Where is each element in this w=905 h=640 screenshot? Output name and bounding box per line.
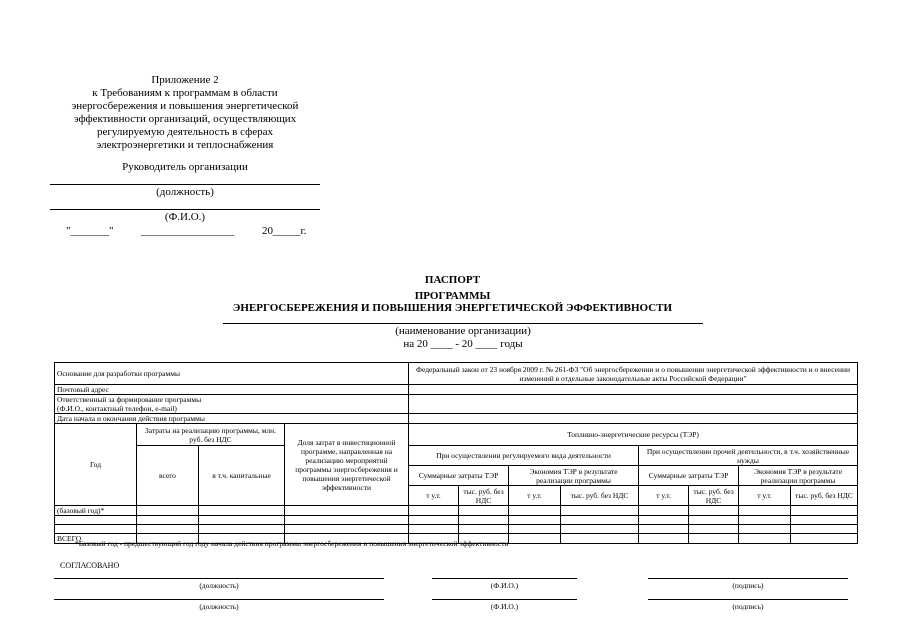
table-cell[interactable] [55,516,137,525]
table-row [55,506,858,516]
approval-fio: (Ф.И.О.) [490,581,519,590]
unit-rub: тыс. руб. без НДС [561,486,639,506]
position-label: (должность) [156,186,214,198]
years-label: на 20 ____ - 20 ____ годы [403,338,523,350]
responsible-title: Ответственный за формирование программы [57,395,202,404]
table-cell[interactable] [639,525,689,534]
table-row [55,525,858,534]
divider [432,599,577,600]
approval-signature: (подпись) [732,602,764,611]
unit-tut: т у.т. [739,486,791,506]
passport-title: ПАСПОРТ [424,274,481,286]
col-other: При осуществлении прочей деятельности, в т.ч. хозяйственные нужды [639,446,858,466]
table-cell[interactable] [791,525,858,534]
appendix-line: к Требованиям к программам в области [92,87,278,99]
basis-label: Основание для разработки программы [55,363,409,385]
org-label: (наименование организации) [395,325,531,337]
unit-tut: т у.т. [409,486,459,506]
table-cell[interactable] [639,516,689,525]
table-cell[interactable] [739,525,791,534]
table-cell[interactable] [561,516,639,525]
approval-signature: (подпись) [732,581,764,590]
fio-label: (Ф.И.О.) [164,211,206,223]
appendix-note [55,74,315,152]
head-label: Руководитель организации [122,161,248,173]
table-cell[interactable] [409,516,459,525]
col-costs: Затраты на реализацию программы, млн. руб. без НДС [137,424,285,446]
table-cell[interactable] [199,525,285,534]
col-sum-ter: Суммарные затраты ТЭР [639,466,739,486]
appendix-line: энергосбережения и повышения энергетической [71,100,299,112]
table-cell[interactable] [509,525,561,534]
table-cell[interactable] [509,506,561,516]
approval-label: СОГЛАСОВАНО [60,561,120,570]
divider [432,578,577,579]
table-cell[interactable] [689,516,739,525]
responsible-value[interactable] [409,395,858,414]
col-ter: Топливно-энергетические ресурсы (ТЭР) [409,424,858,446]
table-cell[interactable] [459,525,509,534]
divider [223,323,703,324]
program-subtitle: ЭНЕРГОСБЕРЕЖЕНИЯ И ПОВЫШЕНИЯ ЭНЕРГЕТИЧЕСКОЙ ЭФФЕКТИВНОСТИ [232,302,673,314]
table-cell[interactable] [285,516,409,525]
approval-position: (должность) [199,581,239,590]
row-total-label: ВСЕГО [55,534,137,544]
table-cell[interactable] [639,506,689,516]
divider [648,578,848,579]
table-cell[interactable] [55,525,137,534]
table-cell[interactable] [409,506,459,516]
col-economy: Экономия ТЭР в результате реализации программы [739,466,858,486]
row-base-label: (базовый год)* [55,506,137,516]
program-title: ПРОГРАММЫ [414,290,491,302]
divider [50,209,320,210]
approval-fio: (Ф.И.О.) [490,602,519,611]
table-cell[interactable] [509,516,561,525]
approval-position: (должность) [199,602,239,611]
divider [54,599,384,600]
col-share: Доля затрат в инвестиционной программе, направленная на реализацию мероприятий программы энергосбережения и повышения энергетической эффективности [285,424,409,506]
address-label: Почтовый адрес [55,385,409,395]
table-cell[interactable] [285,506,409,516]
unit-tut: т у.т. [509,486,561,506]
divider [50,184,320,185]
col-sum-ter: Суммарные затраты ТЭР [409,466,509,486]
address-value[interactable] [409,385,858,395]
table-cell[interactable] [137,506,199,516]
col-year: Год [55,424,137,506]
unit-rub: тыс. руб. без НДС [791,486,858,506]
col-total: всего [137,446,199,506]
table-cell[interactable] [137,525,199,534]
table-cell[interactable] [739,506,791,516]
table-cell[interactable] [137,516,199,525]
basis-value: Федеральный закон от 23 ноября 2009 г. № 261-ФЗ "Об энергосбережении и о повышении энергетической эффективности и о внесении изменений в отдельные законодательные акты Российской Федерации" [409,363,858,385]
responsible-label [55,395,409,414]
table-cell[interactable] [459,506,509,516]
dates-label: Дата начала и окончания действия программы [55,414,409,424]
divider [648,599,848,600]
col-regulated: При осуществлении регулируемого вида деятельности [409,446,639,466]
table-cell[interactable] [199,506,285,516]
table-cell[interactable] [199,516,285,525]
passport-table [54,362,858,544]
table-cell[interactable] [285,525,409,534]
table-cell[interactable] [409,525,459,534]
dates-value[interactable] [409,414,858,424]
footnote: *Базовый год - предшествующий год году начала действия программы энергосбережения и повышения энергетической эффективности [75,539,509,548]
divider [54,578,384,579]
table-cell[interactable] [791,516,858,525]
responsible-sub: (Ф.И.О., контактный телефон, e-mail) [57,404,177,413]
table-cell[interactable] [459,516,509,525]
table-row [55,516,858,525]
unit-rub: тыс. руб. без НДС [689,486,739,506]
table-cell[interactable] [561,525,639,534]
table-cell[interactable] [689,525,739,534]
appendix-line: эффективности организаций, осуществляющих [73,113,297,125]
date-line: "_______" _________________ 20_____г. [66,225,307,237]
unit-tut: т у.т. [639,486,689,506]
appendix-line: регулируемую деятельность в сферах [96,126,273,138]
table-cell[interactable] [561,506,639,516]
table-cell[interactable] [791,506,858,516]
col-capital: в т.ч. капитальные [199,446,285,506]
appendix-line: Приложение 2 [151,74,219,86]
table-cell[interactable] [689,506,739,516]
table-cell[interactable] [739,516,791,525]
col-economy: Экономия ТЭР в результате реализации программы [509,466,639,486]
unit-rub: тыс. руб. без НДС [459,486,509,506]
appendix-line: электроэнергетики и теплоснабжения [96,139,274,151]
